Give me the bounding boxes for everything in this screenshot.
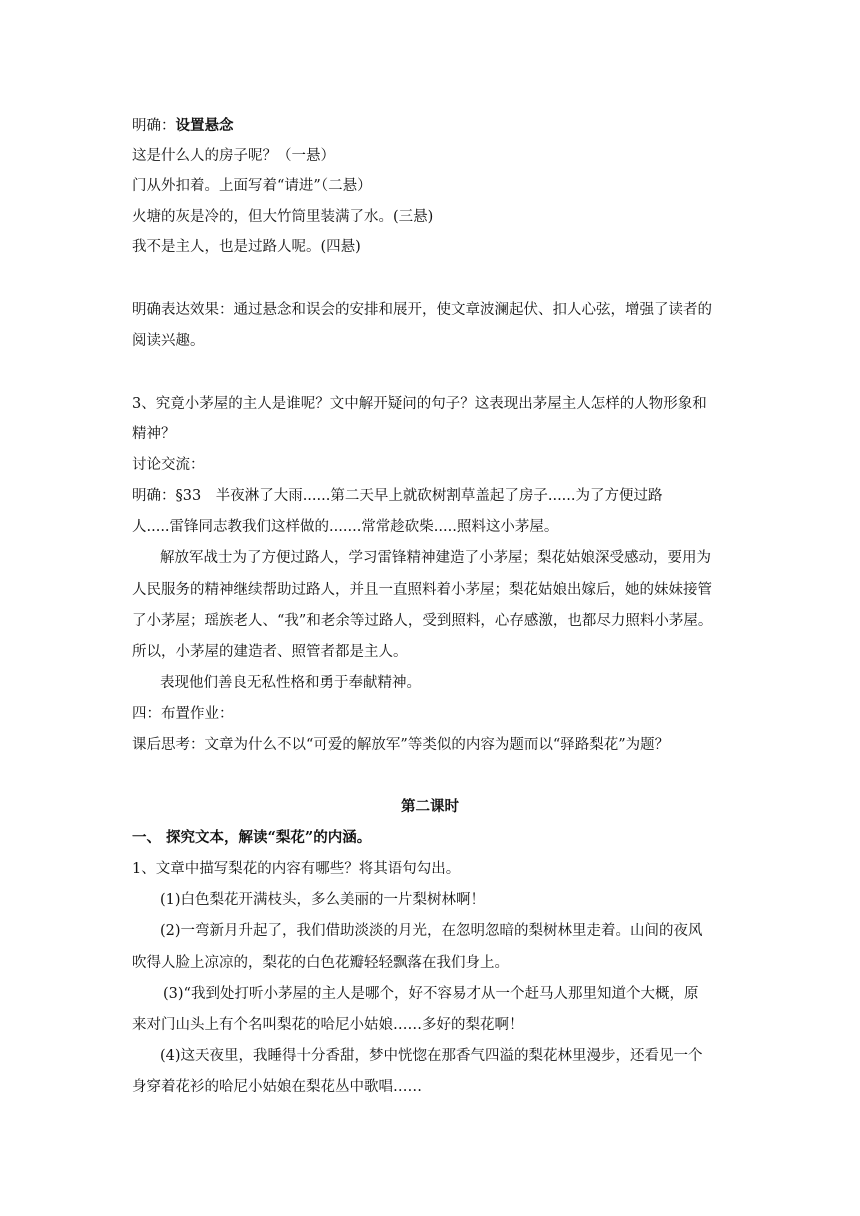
section-heading: 一、 探究文本，解读“梨花”的内涵。 bbox=[132, 829, 372, 846]
explanation-line-2: 人民服务的精神继续帮助过路人，并且一直照料着小茅屋；梨花姑娘出嫁后，她的妹妹接管 bbox=[132, 582, 712, 598]
suspense-line-4: 我不是主人，也是过路人呢。(四悬) bbox=[132, 239, 361, 255]
clarify-title: 设置悬念 bbox=[175, 117, 234, 134]
homework-heading: 四：布置作业： bbox=[132, 706, 234, 722]
quote-line-2: 人.....雷锋同志教我们这样做的.......常常趁砍柴.....照料这小茅屋。 bbox=[132, 519, 559, 535]
pear-item-4-line-1: (4)这天夜里，我睡得十分香甜，梦中恍惚在那香气四溢的梨花林里漫步，还看见一个 bbox=[160, 1048, 703, 1064]
question-3-line-1: 3、究竟小茅屋的主人是谁呢？文中解开疑问的句子？这表现出茅屋主人怎样的人物形象和 bbox=[132, 396, 707, 412]
pear-item-2-line-1: (2)一弯新月升起了，我们借助淡淡的月光，在忽明忽暗的梨树林里走着。山间的夜风 bbox=[160, 923, 703, 939]
explanation-line-4: 所以，小茅屋的建造者、照管者都是主人。 bbox=[132, 644, 408, 660]
quote-line-1: 明确：§33 半夜淋了大雨......第二天早上就砍树割草盖起了房子......为了方便过路 bbox=[132, 488, 663, 504]
pear-item-3-line-2: 来对门山头上有个名叫梨花的哈尼小姑娘……多好的梨花啊！ bbox=[132, 1017, 524, 1033]
explanation-line-3: 了小茅屋；瑶族老人、“我”和老余等过路人，受到照料，心存感激，也都尽力照料小茅屋。 bbox=[132, 613, 713, 629]
question-3-line-2: 精神？ bbox=[132, 426, 176, 442]
clarify-line bbox=[132, 116, 234, 136]
suspense-line-1: 这是什么人的房子呢？（一悬） bbox=[132, 148, 335, 164]
pear-item-2-line-2: 吹得人脸上凉凉的，梨花的白色花瓣轻轻飘落在我们身上。 bbox=[132, 955, 509, 971]
pear-item-1: (1)白色梨花开满枝头，多么美丽的一片梨树林啊！ bbox=[160, 892, 486, 908]
clarify-label: 明确： bbox=[132, 118, 176, 134]
effect-line-2: 阅读兴趣。 bbox=[132, 333, 205, 349]
question-1: 1、文章中描写梨花的内容有哪些？将其语句勾出。 bbox=[132, 861, 461, 877]
suspense-line-3: 火塘的灰是冷的，但大竹筒里装满了水。(三悬) bbox=[132, 209, 434, 225]
explanation-line-1: 解放军战士为了方便过路人，学习雷锋精神建造了小茅屋；梨花姑娘深受感动，要用为 bbox=[160, 550, 711, 566]
pear-item-4-line-2: 身穿着花衫的哈尼小姑娘在梨花丛中歌唱…… bbox=[132, 1079, 422, 1095]
lesson-2-title: 第二课时 bbox=[401, 798, 459, 815]
discussion-label: 讨论交流： bbox=[132, 457, 205, 473]
effect-line-1: 明确表达效果：通过悬念和误会的安排和展开，使文章波澜起伏、扣人心弦，增强了读者的 bbox=[132, 302, 712, 318]
suspense-line-2: 门从外扣着。上面写着“请进”（二悬） bbox=[132, 178, 372, 194]
pear-item-3-line-1: (3)“我到处打听小茅屋的主人是哪个，好不容易才从一个赶马人那里知道个大概，原 bbox=[163, 986, 699, 1002]
conclusion-line: 表现他们善良无私性格和勇于奉献精神。 bbox=[160, 675, 421, 691]
homework-line: 课后思考：文章为什么不以“可爱的解放军”等类似的内容为题而以“驿路梨花”为题？ bbox=[132, 737, 670, 753]
